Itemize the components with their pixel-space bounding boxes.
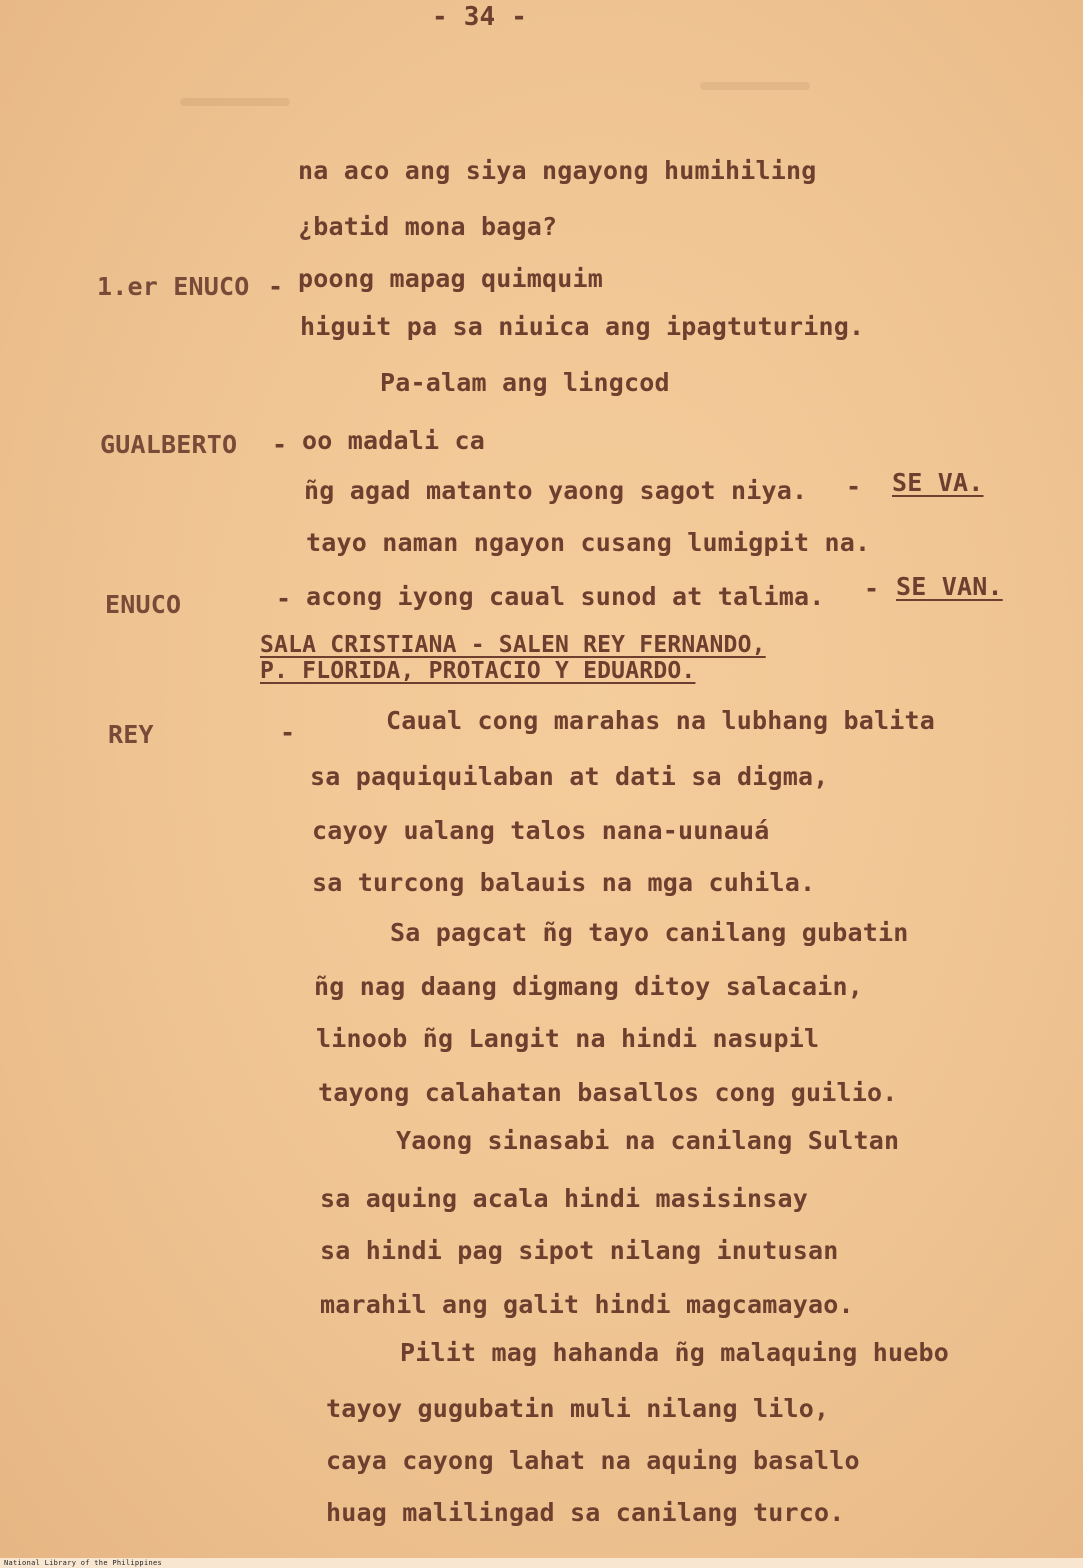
speaker-dash: - (272, 430, 288, 459)
speaker-dash: - (280, 718, 296, 747)
verse-line: cayoy ualang talos nana-uunauá (312, 816, 770, 845)
speaker-label: REY (108, 720, 154, 749)
verse-line: linoob ñg Langit na hindi nasupil (316, 1024, 820, 1053)
verse-line: tayong calahatan basallos cong guilio. (318, 1078, 898, 1107)
verse-line: sa turcong balauis na mga cuhila. (312, 868, 816, 897)
scene-heading: SALA CRISTIANA - SALEN REY FERNANDO, (260, 632, 766, 658)
verse-line: ñg nag daang digmang ditoy salacain, (314, 972, 864, 1001)
footer-credit: National Library of the Philippines (0, 1558, 1083, 1568)
smudge-mark (700, 82, 810, 90)
verse-line: Caual cong marahas na lubhang balita (386, 706, 936, 735)
verse-line: Pa-alam ang lingcod (380, 368, 670, 397)
verse-line: higuit pa sa niuica ang ipagtuturing. (300, 312, 865, 341)
verse-line: tayoy gugubatin muli nilang lilo, (326, 1394, 830, 1423)
verse-line: ¿batid mona baga? (298, 212, 558, 241)
stage-dash: - (864, 574, 880, 603)
verse-line: marahil ang galit hindi magcamayao. (320, 1290, 854, 1319)
verse-line: oo madali ca (302, 426, 486, 455)
verse-line: sa paquiquilaban at dati sa digma, (310, 762, 829, 791)
stage-direction-se-van: SE VAN. (896, 572, 1003, 601)
stage-direction-se-va: SE VA. (892, 468, 984, 497)
verse-line: sa aquing acala hindi masisinsay (320, 1184, 809, 1213)
scene-heading: P. FLORIDA, PROTACIO Y EDUARDO. (260, 658, 696, 684)
stage-dash: - (846, 472, 862, 501)
speaker-label: ENUCO (105, 590, 182, 619)
verse-line: tayo naman ngayon cusang lumigpit na. (306, 528, 871, 557)
speaker-dash: - (268, 272, 284, 301)
speaker-label: GUALBERTO (100, 430, 238, 459)
verse-line: poong mapag quimquim (298, 264, 604, 293)
verse-line: Sa pagcat ñg tayo canilang gubatin (390, 918, 909, 947)
verse-line: sa hindi pag sipot nilang inutusan (320, 1236, 839, 1265)
speaker-label: 1.er ENUCO (97, 272, 250, 301)
verse-line: huag malilingad sa canilang turco. (326, 1498, 845, 1527)
verse-line: Yaong sinasabi na canilang Sultan (396, 1126, 900, 1155)
verse-line: ñg agad matanto yaong sagot niya. (304, 476, 808, 505)
speaker-dash: - (276, 584, 292, 613)
verse-line: acong iyong caual sunod at talima. (306, 582, 825, 611)
verse-line: Pilit mag hahanda ñg malaquing huebo (400, 1338, 950, 1367)
page-number: - 34 - (432, 2, 528, 32)
verse-line: na aco ang siya ngayong humihiling (298, 156, 817, 185)
smudge-mark (180, 98, 290, 106)
verse-line: caya cayong lahat na aquing basallo (326, 1446, 860, 1475)
